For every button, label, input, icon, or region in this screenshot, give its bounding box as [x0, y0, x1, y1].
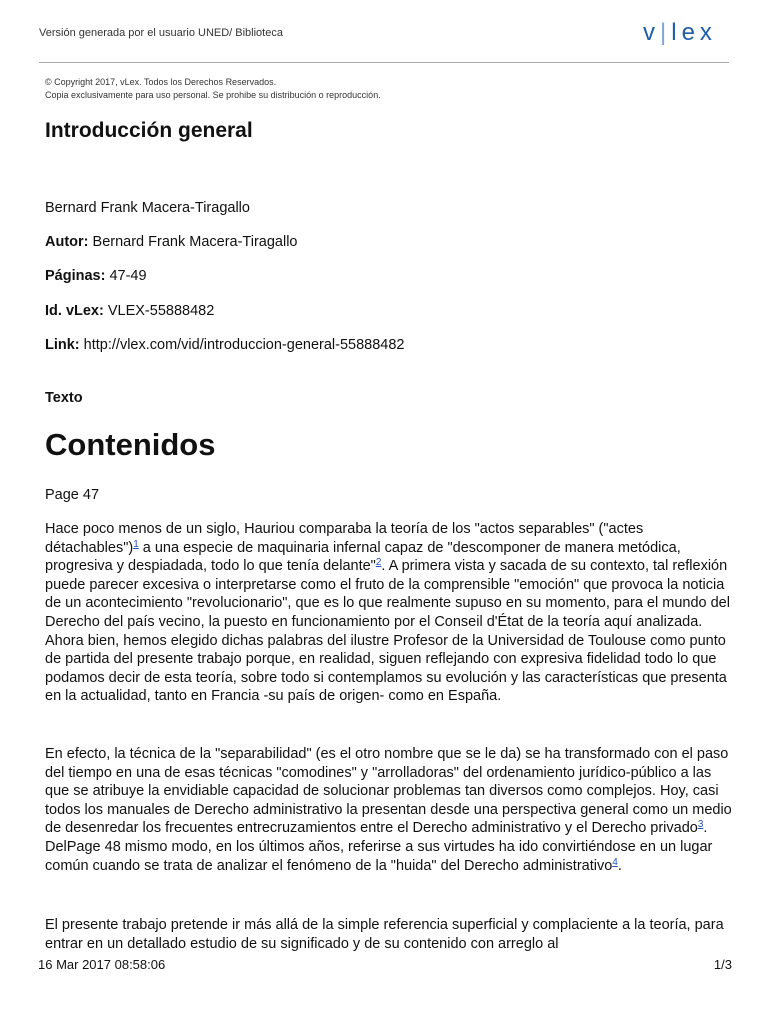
- body-paragraph-1: [45, 520, 735, 706]
- meta-pages: [45, 268, 147, 284]
- body-paragraph-2: [45, 745, 735, 875]
- page-marker: Page 47: [45, 487, 100, 503]
- footnote-link-4[interactable]: 4: [612, 856, 618, 868]
- document-byline: Bernard Frank Macera-Tiragallo: [45, 200, 250, 216]
- contents-heading: Contenidos: [45, 427, 216, 462]
- section-label: [45, 390, 83, 406]
- vlex-logo: [643, 19, 717, 47]
- header-divider: [39, 62, 729, 63]
- footnote-link-3[interactable]: 3: [697, 819, 704, 831]
- logo-lex: lex: [671, 19, 717, 46]
- meta-author-value: Bernard Frank Macera-Tiragallo: [88, 234, 298, 250]
- paragraph-text: . A primera vista y sacada de su contexto, tal reflexión puede parecer excesiva o interpretarse como el fruto de la comprensible "emoción" que provoca la noticia de un acontecimiento "revolucionario", que es lo que realmente supuso en su momento, para el mundo del Derecho del país vecino, la puesto en funcionamiento por el Conseil d'État de la teoría aquí analizada. Ahora bien, hemos elegido dichas palabras del ilustre Profesor de la Universidad de Toulouse como punto de partida del presente trabajo porque, en realidad, siguen reflejando con expresiva fidelidad todo lo que podamos decir de esta teoría, sobre todo si contemplamos su evolución y las características que presenta en la actualidad, tanto en Francia -su país de origen- como en España.: [45, 558, 730, 705]
- section-label-text: Texto: [45, 390, 83, 406]
- meta-author: [45, 234, 297, 250]
- logo-bar: |: [660, 19, 672, 46]
- meta-pages-value: 47-49: [105, 268, 147, 284]
- meta-id-label: Id. vLex:: [45, 303, 104, 319]
- footer-page-number: 1/3: [713, 957, 732, 972]
- paragraph-text: En efecto, la técnica de la "separabilidad" (es el otro nombre que se le da) se ha transformado con el paso del tiempo en una de esas técnicas "comodines" y "arrolladoras" del ordenamiento jurídico-público a las que se atribuye la envidiable capacidad de solucionar problemas tan diversos como complejos. Hoy, casi todos los manuales de Derecho administrativo la presentan desde una perspectiva general como un medio de desenredar los frecuentes entrecruzamientos entre el Derecho administrativo y el Derecho privado: [45, 746, 732, 837]
- paragraph-text: a una especie de maquinaria infernal capaz de "descomponer de manera metódica, progresiva y despiadada, todo lo que tenía delante": [45, 539, 681, 575]
- meta-link: [45, 337, 404, 353]
- usage-restriction-line: Copia exclusivamente para uso personal. Se prohibe su distribución o reproducción.: [45, 90, 381, 100]
- paragraph-text: El presente trabajo pretende ir más allá de la simple referencia superficial y complaciente a la teoría, para entrar en un detallado estudio de su significado y de su contenido con arreglo al: [45, 917, 724, 952]
- paragraph-text: .: [617, 857, 622, 874]
- generated-by-note: Versión generada por el usuario UNED/ Biblioteca: [39, 27, 283, 39]
- meta-pages-label: Páginas:: [45, 268, 106, 284]
- copyright-line: © Copyright 2017, vLex. Todos los Derechos Reservados.: [45, 77, 277, 87]
- meta-id: [45, 303, 214, 319]
- footer-timestamp: 16 Mar 2017 08:58:06: [38, 957, 166, 972]
- copyright-notice: [45, 76, 381, 102]
- meta-link-value[interactable]: http://vlex.com/vid/introduccion-general-55888482: [79, 337, 405, 353]
- body-paragraph-3: [45, 916, 735, 953]
- paragraph-text: . DelPage 48 mismo modo, en los últimos años, referirse a sus virtudes ha ido convirtiéndose en un lugar común cuando se trata de analizar el fenómeno de la "huida" del Derecho administrativo: [45, 820, 713, 874]
- footnote-link-2[interactable]: 2: [375, 557, 382, 569]
- footnote-link-1[interactable]: 1: [133, 538, 139, 550]
- paragraph-text: Hace poco menos de un siglo, Hauriou comparaba la teoría de los "actos separables" ("actes détachables"): [45, 521, 644, 556]
- document-title: Introducción general: [45, 119, 253, 142]
- meta-link-label: Link:: [45, 337, 80, 353]
- meta-author-label: Autor:: [45, 234, 89, 250]
- meta-id-value: VLEX-55888482: [103, 303, 215, 319]
- logo-v: v: [643, 19, 660, 46]
